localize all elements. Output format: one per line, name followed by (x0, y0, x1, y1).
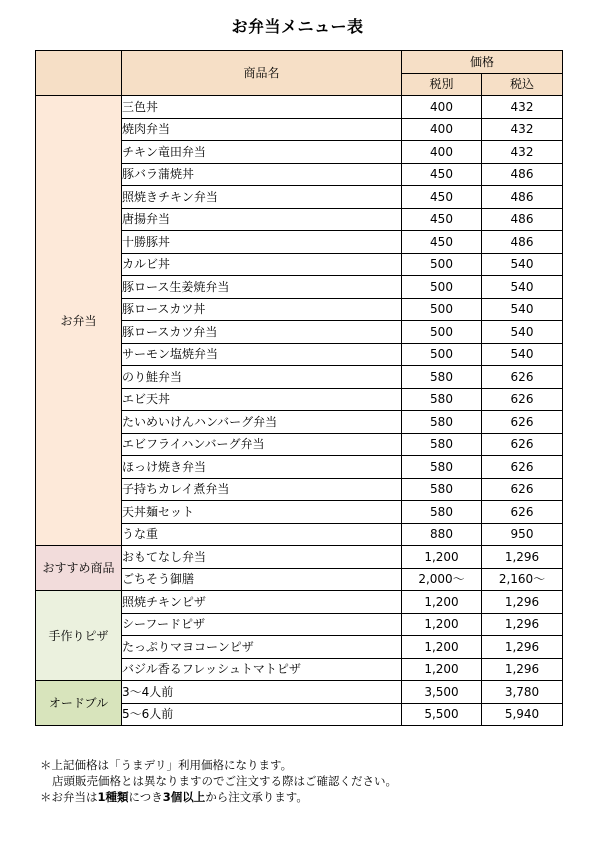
price-tax-included: 540 (482, 298, 563, 321)
price-tax-included: 950 (482, 523, 563, 546)
price-tax-excluded: 400 (402, 141, 482, 164)
price-tax-included: 626 (482, 411, 563, 434)
price-tax-excluded: 450 (402, 186, 482, 209)
price-tax-excluded: 500 (402, 321, 482, 344)
note-line-2: 店頭販売価格とは異なりますのでご注文する際はご確認ください。 (52, 774, 397, 788)
price-tax-excluded: 500 (402, 253, 482, 276)
note-line-3-bold-1: 1種類 (97, 790, 129, 804)
item-name: 子持ちカレイ煮弁当 (122, 478, 402, 501)
price-tax-included: 1,296 (482, 658, 563, 681)
price-tax-excluded: 400 (402, 96, 482, 119)
price-tax-excluded: 580 (402, 456, 482, 479)
price-tax-included: 486 (482, 208, 563, 231)
price-tax-excluded: 580 (402, 478, 482, 501)
price-tax-excluded: 450 (402, 163, 482, 186)
note-line-3-bold-2: 3個以上 (162, 790, 206, 804)
price-tax-included: 540 (482, 253, 563, 276)
item-name: カルビ丼 (122, 253, 402, 276)
price-tax-included: 1,296 (482, 636, 563, 659)
price-tax-excluded: 580 (402, 501, 482, 524)
item-name: サーモン塩焼弁当 (122, 343, 402, 366)
price-tax-included: 1,296 (482, 613, 563, 636)
price-tax-included: 5,940 (482, 703, 563, 726)
price-tax-excluded: 1,200 (402, 546, 482, 569)
item-name: ほっけ焼き弁当 (122, 456, 402, 479)
table-row (36, 96, 563, 119)
table-row (36, 681, 563, 704)
item-name: 十勝豚丼 (122, 231, 402, 254)
page-title: お弁当メニュー表 (231, 17, 364, 36)
price-tax-excluded: 500 (402, 276, 482, 299)
note-line-3-mid: につき (128, 790, 163, 804)
menu-table (35, 50, 563, 726)
price-tax-excluded: 580 (402, 388, 482, 411)
header-tax-included: 税込 (482, 73, 563, 96)
price-tax-excluded: 1,200 (402, 613, 482, 636)
price-tax-included: 540 (482, 321, 563, 344)
header-product-name: 商品名 (122, 51, 402, 96)
price-tax-included: 626 (482, 478, 563, 501)
price-tax-excluded: 2,000〜 (402, 568, 482, 591)
price-tax-included: 1,296 (482, 546, 563, 569)
notes (40, 757, 397, 805)
category-cell: お弁当 (36, 96, 122, 546)
category-cell: おすすめ商品 (36, 546, 122, 591)
price-tax-included: 486 (482, 186, 563, 209)
price-tax-included: 3,780 (482, 681, 563, 704)
item-name: チキン竜田弁当 (122, 141, 402, 164)
price-tax-included: 540 (482, 343, 563, 366)
note-line-3-suffix: から注文承ります。 (205, 790, 308, 804)
item-name: 豚ロースカツ弁当 (122, 321, 402, 344)
item-name: エビ天丼 (122, 388, 402, 411)
price-tax-excluded: 580 (402, 366, 482, 389)
item-name: エビフライハンバーグ弁当 (122, 433, 402, 456)
price-tax-excluded: 450 (402, 231, 482, 254)
item-name: 照焼チキンピザ (122, 591, 402, 614)
price-tax-excluded: 450 (402, 208, 482, 231)
price-tax-included: 626 (482, 501, 563, 524)
price-tax-excluded: 580 (402, 411, 482, 434)
item-name: 豚バラ蒲焼丼 (122, 163, 402, 186)
price-tax-excluded: 580 (402, 433, 482, 456)
note-line-3 (40, 789, 397, 805)
table-row (36, 591, 563, 614)
price-tax-included: 540 (482, 276, 563, 299)
item-name: 5〜6人前 (122, 703, 402, 726)
header-tax-excluded: 税別 (402, 73, 482, 96)
menu-body (36, 96, 563, 726)
price-tax-included: 432 (482, 141, 563, 164)
price-tax-included: 432 (482, 96, 563, 119)
item-name: 豚ロース生姜焼弁当 (122, 276, 402, 299)
item-name: うな重 (122, 523, 402, 546)
item-name: たっぷりマヨコーンピザ (122, 636, 402, 659)
price-tax-included: 432 (482, 118, 563, 141)
price-tax-excluded: 500 (402, 343, 482, 366)
price-tax-included: 1,296 (482, 591, 563, 614)
price-tax-excluded: 400 (402, 118, 482, 141)
item-name: 3〜4人前 (122, 681, 402, 704)
note-line-3-prefix: ＊お弁当は (40, 790, 98, 804)
price-tax-excluded: 880 (402, 523, 482, 546)
header-row (36, 51, 563, 74)
header-blank-cell (36, 51, 122, 96)
category-cell: 手作りピザ (36, 591, 122, 681)
price-tax-included: 626 (482, 456, 563, 479)
item-name: シーフードピザ (122, 613, 402, 636)
price-tax-included: 626 (482, 433, 563, 456)
price-tax-excluded: 500 (402, 298, 482, 321)
item-name: 唐揚弁当 (122, 208, 402, 231)
price-tax-excluded: 1,200 (402, 636, 482, 659)
price-tax-excluded: 5,500 (402, 703, 482, 726)
price-tax-excluded: 3,500 (402, 681, 482, 704)
price-tax-included: 2,160〜 (482, 568, 563, 591)
price-tax-included: 626 (482, 388, 563, 411)
item-name: バジル香るフレッシュトマトピザ (122, 658, 402, 681)
item-name: 焼肉弁当 (122, 118, 402, 141)
item-name: ごちそう御膳 (122, 568, 402, 591)
item-name: 照焼きチキン弁当 (122, 186, 402, 209)
item-name: 三色丼 (122, 96, 402, 119)
price-tax-included: 626 (482, 366, 563, 389)
category-cell: オードブル (36, 681, 122, 726)
item-name: おもてなし弁当 (122, 546, 402, 569)
note-line-1: ＊上記価格は「うまデリ」利用価格になります。 (40, 758, 293, 772)
price-tax-included: 486 (482, 163, 563, 186)
item-name: 豚ロースカツ丼 (122, 298, 402, 321)
price-tax-excluded: 1,200 (402, 591, 482, 614)
item-name: たいめいけんハンバーグ弁当 (122, 411, 402, 434)
price-tax-included: 486 (482, 231, 563, 254)
header-price: 価格 (402, 51, 563, 74)
item-name: 天丼麺セット (122, 501, 402, 524)
table-row (36, 546, 563, 569)
price-tax-excluded: 1,200 (402, 658, 482, 681)
item-name: のり鮭弁当 (122, 366, 402, 389)
